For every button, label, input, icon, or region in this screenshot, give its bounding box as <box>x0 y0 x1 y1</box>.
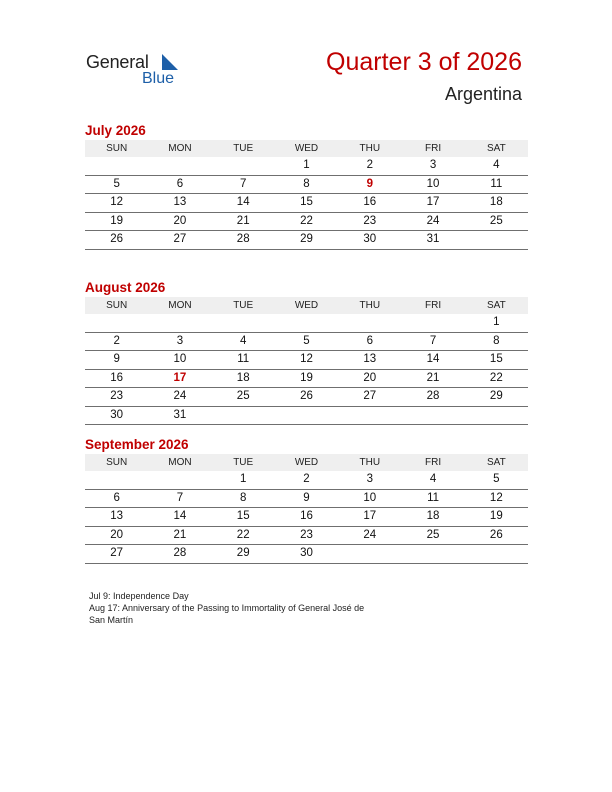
brand-name-general: General <box>86 52 149 72</box>
day-cell: 24 <box>363 528 377 541</box>
day-cell: 13 <box>363 353 377 365</box>
day-cell: 5 <box>113 177 120 190</box>
holiday-notes <box>89 590 419 626</box>
week-row <box>85 157 528 176</box>
day-cell: 14 <box>173 510 187 522</box>
day-cell: 30 <box>363 233 377 245</box>
day-cell: 30 <box>300 547 313 559</box>
weekday-label: MON <box>168 457 192 468</box>
week-row <box>85 508 528 527</box>
day-cell: 10 <box>363 491 377 504</box>
page-title: Quarter 3 of 2026 <box>326 48 522 76</box>
weekday-label: TUE <box>233 300 254 311</box>
day-cell: 14 <box>236 196 250 208</box>
empty-day-cell <box>401 545 464 563</box>
week-row <box>85 351 528 370</box>
empty-day-cell <box>85 314 148 332</box>
day-cell: 13 <box>173 196 187 208</box>
day-cell: 21 <box>173 528 187 541</box>
day-cell: 12 <box>110 196 124 208</box>
day-cell: 6 <box>366 334 373 347</box>
day-cell: 15 <box>300 196 313 208</box>
day-cell: 25 <box>489 214 503 227</box>
weekday-label: SUN <box>106 143 128 154</box>
day-cell: 22 <box>236 528 250 541</box>
week-row <box>85 194 528 213</box>
day-cell: 15 <box>489 353 503 365</box>
empty-day-cell <box>465 231 528 249</box>
empty-day-cell <box>85 471 148 489</box>
weekday-label: SAT <box>486 143 506 154</box>
month-title: July 2026 <box>85 123 146 138</box>
holiday-day-cell: 9 <box>366 177 373 190</box>
weekday-label: WED <box>294 300 319 311</box>
day-cell: 15 <box>236 510 250 522</box>
day-cell: 5 <box>303 334 310 347</box>
day-cell: 25 <box>236 390 250 402</box>
day-cell: 6 <box>176 177 184 190</box>
country-name: Argentina <box>444 84 522 104</box>
empty-day-cell <box>275 314 338 332</box>
week-row <box>85 490 528 509</box>
day-cell: 8 <box>240 491 247 504</box>
weeks <box>85 314 528 425</box>
weekday-label: SUN <box>106 457 128 468</box>
day-cell: 12 <box>489 491 503 504</box>
weekday-label: WED <box>294 457 319 468</box>
empty-day-cell <box>338 314 401 332</box>
day-cell: 9 <box>113 353 120 365</box>
day-cell: 29 <box>236 547 250 559</box>
weekday-label: MON <box>168 143 192 154</box>
empty-day-cell <box>338 545 401 563</box>
empty-day-cell <box>212 407 275 425</box>
holiday-note: Aug 17: Anniversary of the Passing to Immortality of General José de <box>89 603 365 613</box>
day-cell: 11 <box>490 177 503 190</box>
day-cell: 16 <box>363 196 377 208</box>
day-cell: 2 <box>366 159 373 171</box>
day-cell: 31 <box>426 233 440 245</box>
empty-day-cell <box>212 314 275 332</box>
day-cell: 26 <box>489 528 503 541</box>
weekday-label: TUE <box>233 143 254 154</box>
day-cell: 3 <box>429 159 437 171</box>
day-cell: 29 <box>300 233 313 245</box>
day-cell: 9 <box>303 491 310 504</box>
empty-day-cell <box>148 471 211 489</box>
day-cell: 6 <box>113 491 120 504</box>
day-cell: 4 <box>429 473 437 485</box>
day-cell: 24 <box>173 390 187 402</box>
day-cell: 23 <box>110 390 124 402</box>
day-cell: 27 <box>363 390 377 402</box>
week-row <box>85 407 528 426</box>
day-cell: 12 <box>300 353 313 365</box>
weekday-header <box>85 297 528 314</box>
day-cell: 1 <box>493 316 500 328</box>
weekday-label: FRI <box>424 300 442 311</box>
week-row <box>85 545 528 564</box>
day-cell: 21 <box>236 214 250 227</box>
day-cell: 19 <box>110 214 124 227</box>
day-cell: 3 <box>176 334 184 347</box>
empty-day-cell <box>148 314 211 332</box>
day-cell: 10 <box>426 177 440 190</box>
day-cell: 11 <box>237 353 250 365</box>
day-cell: 22 <box>489 371 503 384</box>
day-cell: 26 <box>110 233 124 245</box>
flag-icon <box>162 54 178 70</box>
weekday-label: WED <box>294 143 319 154</box>
weeks <box>85 157 528 250</box>
day-cell: 18 <box>426 510 440 522</box>
week-row <box>85 388 528 407</box>
month-title: August 2026 <box>85 280 166 295</box>
day-cell: 1 <box>240 473 247 485</box>
holiday-day-cell: 17 <box>173 371 187 384</box>
week-row <box>85 370 528 389</box>
week-row <box>85 231 528 250</box>
weekday-label: THU <box>359 143 381 154</box>
month-calendar-september <box>85 436 528 564</box>
day-cell: 21 <box>426 371 440 384</box>
weekday-label: SUN <box>106 300 128 311</box>
holiday-note: San Martín <box>89 615 134 625</box>
day-cell: 11 <box>427 491 440 504</box>
empty-day-cell <box>338 407 401 425</box>
day-cell: 25 <box>426 528 440 541</box>
brand-name-blue: Blue <box>142 70 175 87</box>
day-cell: 18 <box>236 371 250 384</box>
weekday-label: THU <box>359 300 381 311</box>
day-cell: 20 <box>173 214 187 227</box>
day-cell: 1 <box>303 159 310 171</box>
brand-logo <box>86 52 196 92</box>
weekday-label: TUE <box>233 457 254 468</box>
day-cell: 2 <box>303 473 310 485</box>
weekday-header <box>85 140 528 157</box>
weekday-label: MON <box>168 300 192 311</box>
day-cell: 4 <box>240 334 247 347</box>
day-cell: 24 <box>426 214 440 227</box>
empty-day-cell <box>85 157 148 175</box>
day-cell: 3 <box>366 473 373 485</box>
day-cell: 7 <box>240 177 247 190</box>
week-row <box>85 333 528 352</box>
day-cell: 22 <box>300 214 313 227</box>
day-cell: 30 <box>110 408 124 421</box>
day-cell: 23 <box>363 214 377 227</box>
empty-day-cell <box>465 407 528 425</box>
day-cell: 8 <box>493 334 500 347</box>
weekday-label: FRI <box>424 457 442 468</box>
holiday-note: Jul 9: Independence Day <box>89 591 189 601</box>
month-calendar-july <box>85 122 528 250</box>
weekday-label: SAT <box>486 457 506 468</box>
weekday-header <box>85 454 528 471</box>
day-cell: 28 <box>236 233 250 245</box>
week-row <box>85 176 528 195</box>
empty-day-cell <box>401 314 464 332</box>
day-cell: 17 <box>426 196 440 208</box>
week-row <box>85 213 528 232</box>
day-cell: 8 <box>303 177 310 190</box>
day-cell: 28 <box>426 390 440 402</box>
day-cell: 13 <box>110 510 124 522</box>
day-cell: 4 <box>493 159 500 171</box>
day-cell: 29 <box>489 390 503 402</box>
day-cell: 14 <box>426 353 440 365</box>
day-cell: 31 <box>173 408 187 421</box>
day-cell: 18 <box>489 196 503 208</box>
empty-day-cell <box>401 407 464 425</box>
day-cell: 20 <box>110 528 124 541</box>
empty-day-cell <box>465 545 528 563</box>
day-cell: 2 <box>113 334 120 347</box>
week-row <box>85 527 528 546</box>
month-title: September 2026 <box>85 437 189 452</box>
day-cell: 26 <box>300 390 313 402</box>
weeks <box>85 471 528 564</box>
empty-day-cell <box>212 157 275 175</box>
day-cell: 19 <box>489 510 503 522</box>
day-cell: 27 <box>110 547 124 559</box>
day-cell: 16 <box>300 510 313 522</box>
weekday-label: FRI <box>424 143 442 154</box>
day-cell: 23 <box>300 528 313 541</box>
weekday-label: THU <box>359 457 381 468</box>
day-cell: 27 <box>173 233 187 245</box>
day-cell: 28 <box>173 547 187 559</box>
day-cell: 19 <box>300 371 313 384</box>
day-cell: 16 <box>110 371 124 384</box>
week-row <box>85 314 528 333</box>
empty-day-cell <box>275 407 338 425</box>
day-cell: 7 <box>176 491 184 504</box>
day-cell: 10 <box>173 353 187 365</box>
month-calendar-august <box>85 279 528 425</box>
day-cell: 7 <box>429 334 437 347</box>
day-cell: 5 <box>493 473 500 485</box>
week-row <box>85 471 528 490</box>
day-cell: 20 <box>363 371 377 384</box>
weekday-label: SAT <box>486 300 506 311</box>
day-cell: 17 <box>363 510 377 522</box>
empty-day-cell <box>148 157 211 175</box>
